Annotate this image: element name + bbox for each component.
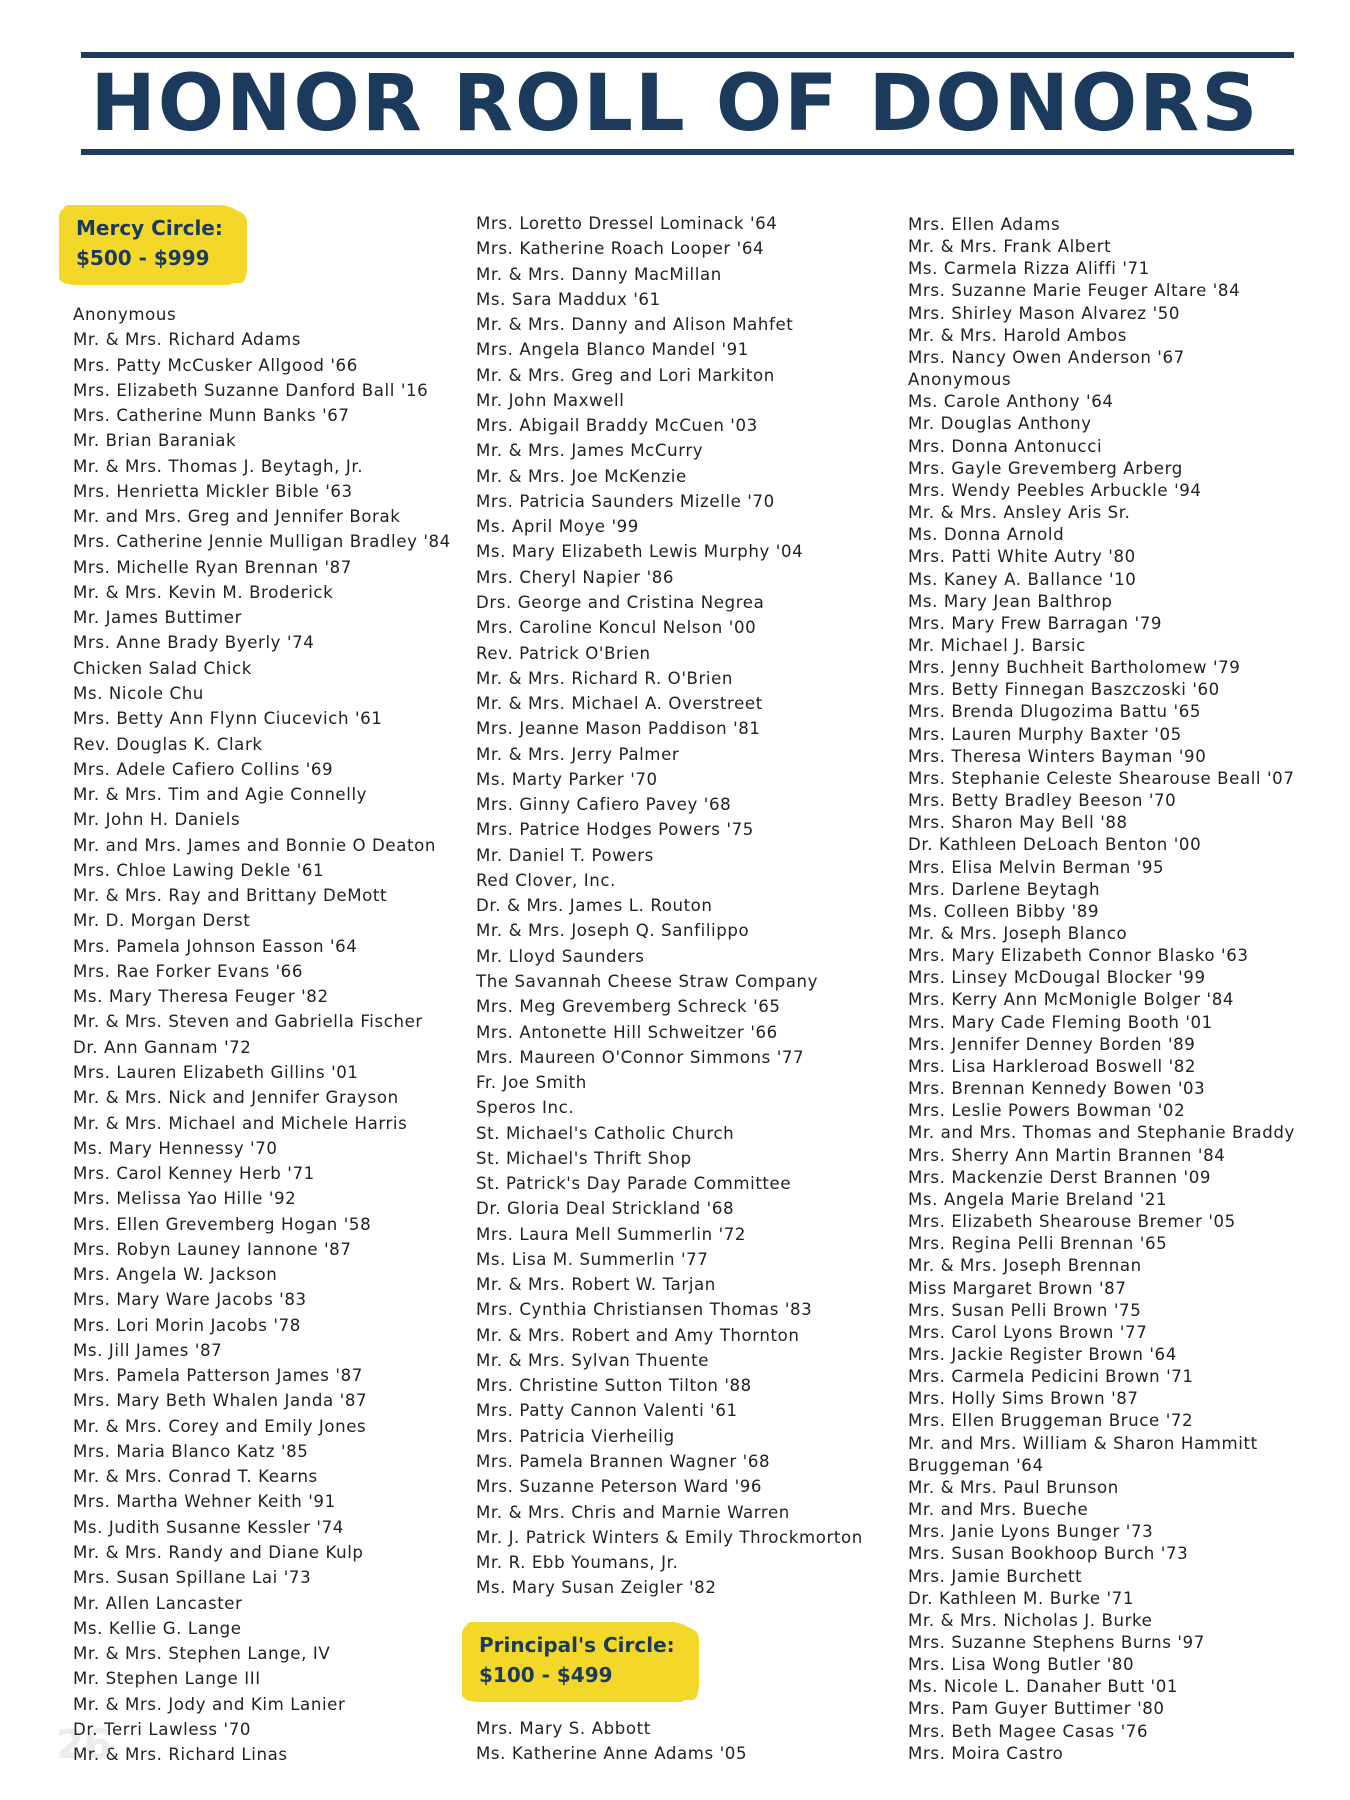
- donor-name: Mrs. Carmela Pedicini Brown '71: [908, 1367, 1194, 1387]
- donor-name: Mr. John Maxwell: [476, 390, 625, 410]
- donor-name: Mr. & Mrs. Joseph Brennan: [908, 1256, 1142, 1276]
- donor-name: Mrs. Maureen O'Connor Simmons '77: [476, 1047, 805, 1067]
- donor-name: Mr. & Mrs. Conrad T. Kearns: [73, 1467, 318, 1487]
- donor-name: Mr. Lloyd Saunders: [476, 946, 645, 966]
- donor-name: Mrs. Suzanne Marie Feuger Altare '84: [908, 281, 1241, 301]
- donor-name: Miss Margaret Brown '87: [908, 1278, 1127, 1298]
- donor-name: Red Clover, Inc.: [476, 870, 616, 890]
- donor-name: Mr. John H. Daniels: [73, 810, 241, 830]
- donor-name: Mrs. Jackie Register Brown '64: [908, 1344, 1177, 1364]
- donor-name: Ms. Nicole L. Danaher Butt '01: [908, 1677, 1179, 1697]
- donor-name: Mrs. Angela Blanco Mandel '91: [476, 340, 749, 360]
- donor-name: Mrs. Lisa Harkleroad Boswell '82: [908, 1056, 1197, 1076]
- donor-name: Mr. & Mrs. Nicholas J. Burke: [908, 1610, 1153, 1630]
- donor-name: Dr. Ann Gannam '72: [73, 1037, 252, 1057]
- donor-name: Mrs. Anne Brady Byerly '74: [73, 633, 315, 653]
- donor-name: Mrs. Patti White Autry '80: [908, 547, 1136, 567]
- page-number: 26: [56, 1722, 112, 1768]
- donor-name: Mr. J. Patrick Winters & Emily Throckmorton: [476, 1527, 863, 1547]
- donor-name: Mrs. Katherine Roach Looper '64: [476, 239, 765, 259]
- donor-name: Dr. Kathleen M. Burke '71: [908, 1588, 1134, 1608]
- donor-name: Mrs. Meg Grevemberg Schreck '65: [476, 997, 781, 1017]
- donor-name: Mrs. Patty McCusker Allgood '66: [73, 355, 358, 375]
- donor-name: Mrs. Pamela Patterson James '87: [73, 1366, 363, 1386]
- donor-name: Mrs. Darlene Beytagh: [908, 879, 1101, 899]
- donor-name: Ms. Nicole Chu: [73, 683, 204, 703]
- donor-name: Mrs. Carol Lyons Brown '77: [908, 1322, 1148, 1342]
- donor-name: Mr. & Mrs. Chris and Marnie Warren: [476, 1502, 790, 1522]
- donor-name: Mrs. Patricia Saunders Mizelle '70: [476, 491, 775, 511]
- donor-name: Mr. & Mrs. Harold Ambos: [908, 325, 1128, 345]
- donor-name: Mr. & Mrs. Jody and Kim Lanier: [73, 1694, 346, 1714]
- donor-name: Fr. Joe Smith: [476, 1073, 587, 1093]
- donor-name: Mrs. Chloe Lawing Dekle '61: [73, 860, 325, 880]
- donor-name: Mr. & Mrs. Michael A. Overstreet: [476, 694, 763, 714]
- donor-name: Mr. & Mrs. Danny and Alison Mahfet: [476, 315, 794, 335]
- donor-name: Mrs. Betty Finnegan Baszczoski '60: [908, 680, 1220, 700]
- donor-name: Mr. & Mrs. Thomas J. Beytagh, Jr.: [73, 456, 364, 476]
- donor-name: Ms. April Moye '99: [476, 517, 639, 537]
- donor-name: Mr. & Mrs. Ray and Brittany DeMott: [73, 886, 388, 906]
- mercy-circle-range: $500 - $999: [76, 246, 210, 270]
- donor-name: Rev. Douglas K. Clark: [73, 734, 263, 754]
- donor-name: Mr. & Mrs. Greg and Lori Markiton: [476, 365, 775, 385]
- donor-name: Mrs. Betty Ann Flynn Ciucevich '61: [73, 709, 383, 729]
- donor-name: Mr. & Mrs. James McCurry: [476, 441, 704, 461]
- donor-name: Ms. Jill James '87: [73, 1340, 223, 1360]
- donor-name: Mr. & Mrs. Richard Linas: [73, 1745, 288, 1765]
- donor-name: Mr. & Mrs. Frank Albert: [908, 237, 1112, 257]
- donor-name: Mr. & Mrs. Randy and Diane Kulp: [73, 1543, 364, 1563]
- donor-name: Ms. Carmela Rizza Aliffi '71: [908, 259, 1150, 279]
- donor-name: Mrs. Adele Cafiero Collins '69: [73, 759, 334, 779]
- donor-name: Mrs. Susan Pelli Brown '75: [908, 1300, 1142, 1320]
- donor-name: Mr. & Mrs. Joseph Blanco: [908, 924, 1128, 943]
- donor-name: Mr. & Mrs. Richard R. O'Brien: [476, 668, 734, 688]
- donor-name: Mrs. Mary Cade Fleming Booth '01: [908, 1012, 1213, 1032]
- mercy-circle-badge: [62, 205, 241, 283]
- donor-name: Mrs. Stephanie Celeste Shearouse Beall '07: [908, 768, 1295, 788]
- donor-name: Ms. Colleen Bibby '89: [908, 901, 1100, 921]
- donor-name: Mrs. Patty Cannon Valenti '61: [476, 1401, 738, 1421]
- donor-name: Mr. & Mrs. Steven and Gabriella Fischer: [73, 1012, 423, 1032]
- donor-name: Mrs. Pamela Brannen Wagner '68: [476, 1452, 771, 1472]
- donor-name: Ms. Kellie G. Lange: [73, 1618, 242, 1638]
- donor-name: Mr. & Mrs. Jerry Palmer: [476, 744, 680, 764]
- donor-name: Ms. Mary Jean Balthrop: [908, 591, 1113, 611]
- donor-name: Mrs. Mary Elizabeth Connor Blasko '63: [908, 946, 1249, 966]
- donor-name: Mrs. Mary Frew Barragan '79: [908, 613, 1163, 633]
- donor-name: Mr. & Mrs. Nick and Jennifer Grayson: [73, 1088, 399, 1108]
- donor-name: Mrs. Nancy Owen Anderson '67: [908, 347, 1185, 367]
- donor-name: Mrs. Patricia Vierheilig: [476, 1426, 675, 1446]
- donor-name: Anonymous: [908, 370, 1012, 390]
- donor-name: Mrs. Linsey McDougal Blocker '99: [908, 968, 1206, 988]
- donor-name: Ms. Katherine Anne Adams '05: [476, 1744, 748, 1764]
- donor-name: Mrs. Mary S. Abbott: [476, 1719, 651, 1738]
- donor-name: Mrs. Laura Mell Summerlin '72: [476, 1224, 747, 1244]
- donor-name: Mrs. Elizabeth Shearouse Bremer '05: [908, 1212, 1236, 1232]
- donor-name: Mrs. Mary Ware Jacobs '83: [73, 1290, 307, 1310]
- donor-name: Mr. Michael J. Barsic: [908, 635, 1086, 655]
- donor-name: Mr. Douglas Anthony: [908, 414, 1092, 434]
- donor-name: Chicken Salad Chick: [73, 658, 252, 678]
- donor-name: Mrs. Moira Castro: [908, 1743, 1064, 1763]
- donor-name: Mrs. Lauren Murphy Baxter '05: [908, 724, 1182, 744]
- donor-name: Ms. Lisa M. Summerlin '77: [476, 1249, 709, 1269]
- donor-name: Mr. & Mrs. Joseph Q. Sanfilippo: [476, 921, 750, 941]
- donor-name: Mr. Daniel T. Powers: [476, 845, 654, 865]
- donor-name: Mrs. Abigail Braddy McCuen '03: [476, 416, 758, 436]
- donor-name: Dr. Terri Lawless '70: [73, 1719, 252, 1739]
- donor-name: Mr. & Mrs. Danny MacMillan: [476, 264, 722, 284]
- donor-name: Mr. & Mrs. Kevin M. Broderick: [73, 582, 334, 602]
- donor-name: Mrs. Rae Forker Evans '66: [73, 961, 303, 981]
- donor-name: Ms. Mary Theresa Feuger '82: [73, 987, 329, 1007]
- donor-name: Mr. & Mrs. Joe McKenzie: [476, 466, 687, 486]
- donor-name: Mrs. Shirley Mason Alvarez '50: [908, 303, 1181, 323]
- donor-name: The Savannah Cheese Straw Company: [476, 971, 819, 991]
- donor-name: Mrs. Antonette Hill Schweitzer '66: [476, 1022, 778, 1042]
- donor-name: Mr. and Mrs. Bueche: [908, 1500, 1089, 1520]
- donor-name: St. Michael's Thrift Shop: [476, 1148, 692, 1168]
- donor-name: Mrs. Regina Pelli Brennan '65: [908, 1234, 1168, 1254]
- donor-name: Ms. Carole Anthony '64: [908, 392, 1114, 412]
- donor-name: Drs. George and Cristina Negrea: [476, 592, 765, 612]
- donor-name: Mrs. Suzanne Peterson Ward '96: [476, 1477, 763, 1497]
- donor-name: Mrs. Henrietta Mickler Bible '63: [73, 481, 353, 501]
- donor-name: Mr. and Mrs. William & Sharon Hammitt: [908, 1433, 1258, 1453]
- donor-name: Mrs. Sherry Ann Martin Brannen '84: [908, 1145, 1226, 1165]
- donor-name: Mrs. Leslie Powers Bowman '02: [908, 1101, 1186, 1121]
- donor-name: Anonymous: [73, 305, 177, 324]
- donor-name: Mrs. Ellen Adams: [908, 215, 1061, 234]
- donor-name: Mrs. Loretto Dressel Lominack '64: [476, 214, 778, 233]
- donor-name: Ms. Mary Elizabeth Lewis Murphy '04: [476, 542, 804, 562]
- donor-name: Mrs. Cynthia Christiansen Thomas '83: [476, 1300, 813, 1320]
- donor-name: Mrs. Mackenzie Derst Brannen '09: [908, 1167, 1212, 1187]
- principals-circle-range: $100 - $499: [479, 1663, 613, 1687]
- donor-name: Mrs. Christine Sutton Tilton '88: [476, 1376, 752, 1396]
- donor-name: Ms. Kaney A. Ballance '10: [908, 569, 1137, 589]
- donor-name: Mr. Allen Lancaster: [73, 1593, 243, 1613]
- donor-name: Mrs. Janie Lyons Bunger '73: [908, 1522, 1154, 1542]
- donor-name: Mrs. Mary Beth Whalen Janda '87: [73, 1391, 368, 1411]
- donor-name: Mrs. Jamie Burchett: [908, 1566, 1083, 1586]
- donor-name: Mrs. Kerry Ann McMonigle Bolger '84: [908, 990, 1235, 1010]
- donor-name: Mr. and Mrs. Greg and Jennifer Borak: [73, 507, 401, 527]
- mercy-circle-list-1: [73, 302, 451, 1767]
- donor-name: Mrs. Wendy Peebles Arbuckle '94: [908, 480, 1202, 500]
- donor-name: Mr. & Mrs. Michael and Michele Harris: [73, 1113, 408, 1133]
- mercy-circle-list-2: [476, 211, 863, 1601]
- donor-name: Dr. Gloria Deal Strickland '68: [476, 1199, 735, 1219]
- donor-name: Mrs. Beth Magee Casas '76: [908, 1721, 1149, 1741]
- donor-name: Mr. James Buttimer: [73, 608, 243, 628]
- donor-name: Mrs. Ellen Grevemberg Hogan '58: [73, 1214, 372, 1234]
- donor-name: Dr. Kathleen DeLoach Benton '00: [908, 835, 1202, 855]
- donor-name: Ms. Marty Parker '70: [476, 769, 658, 789]
- donor-name: Mrs. Sharon May Bell '88: [908, 813, 1128, 833]
- principals-circle-list-1: [476, 1716, 747, 1767]
- donor-name: Mrs. Susan Bookhoop Burch '73: [908, 1544, 1189, 1564]
- donor-name: Mrs. Pamela Johnson Easson '64: [73, 936, 358, 956]
- donor-name: Mr. Stephen Lange III: [73, 1669, 261, 1689]
- donor-name: Mrs. Catherine Munn Banks '67: [73, 406, 350, 426]
- page-title: HONOR ROLL OF DONORS: [90, 59, 1260, 149]
- donor-name: Ms. Angela Marie Breland '21: [908, 1189, 1168, 1209]
- donor-name: Mrs. Carol Kenney Herb '71: [73, 1164, 315, 1184]
- donor-name: Mrs. Pam Guyer Buttimer '80: [908, 1699, 1165, 1719]
- donor-name: Mrs. Ginny Cafiero Pavey '68: [476, 795, 732, 815]
- donor-name: Mr. & Mrs. Richard Adams: [73, 330, 301, 350]
- donor-name: Mrs. Lisa Wong Butler '80: [908, 1655, 1135, 1675]
- donor-name: Mrs. Donna Antonucci: [908, 436, 1103, 456]
- donor-name: Mrs. Melissa Yao Hille '92: [73, 1189, 297, 1209]
- principals-circle-badge: [465, 1622, 693, 1700]
- donor-name: Mrs. Theresa Winters Bayman '90: [908, 746, 1207, 766]
- donor-name: Mrs. Catherine Jennie Mulligan Bradley '84: [73, 532, 451, 552]
- donor-name: Mrs. Elizabeth Suzanne Danford Ball '16: [73, 380, 429, 400]
- donor-name: Mr. & Mrs. Stephen Lange, IV: [73, 1644, 331, 1664]
- donor-name: Mr. & Mrs. Paul Brunson: [908, 1477, 1119, 1497]
- donor-name: Mrs. Lori Morin Jacobs '78: [73, 1315, 301, 1335]
- donor-name: Mrs. Robyn Launey Iannone '87: [73, 1239, 352, 1259]
- donor-name: Mr. R. Ebb Youmans, Jr.: [476, 1553, 679, 1573]
- principals-circle-heading: Principal's Circle:: [479, 1633, 675, 1657]
- donor-name: Mrs. Susan Spillane Lai '73: [73, 1568, 312, 1588]
- donor-name: Mrs. Michelle Ryan Brennan '87: [73, 557, 352, 577]
- donor-name: Mrs. Brennan Kennedy Bowen '03: [908, 1079, 1206, 1099]
- donor-name: Mrs. Brenda Dlugozima Battu '65: [908, 702, 1202, 722]
- donor-name: Mrs. Maria Blanco Katz '85: [73, 1441, 309, 1461]
- donor-name: Mrs. Ellen Bruggeman Bruce '72: [908, 1411, 1194, 1431]
- donor-name: Mr. & Mrs. Tim and Agie Connelly: [73, 785, 368, 805]
- donor-name: Ms. Sara Maddux '61: [476, 289, 661, 309]
- donor-name: Mrs. Gayle Grevemberg Arberg: [908, 458, 1183, 478]
- donor-name: Mrs. Cheryl Napier '86: [476, 567, 675, 587]
- donor-name: Mrs. Jenny Buchheit Bartholomew '79: [908, 658, 1241, 678]
- donor-name: Ms. Donna Arnold: [908, 525, 1065, 545]
- header-rule-bottom: [81, 149, 1294, 155]
- donor-name: Mr. & Mrs. Sylvan Thuente: [476, 1350, 710, 1370]
- donor-name: Mrs. Martha Wehner Keith '91: [73, 1492, 336, 1512]
- donor-name: Mrs. Lauren Elizabeth Gillins '01: [73, 1062, 359, 1082]
- donor-name: Mrs. Betty Bradley Beeson '70: [908, 791, 1177, 811]
- donor-name: Ms. Judith Susanne Kessler '74: [73, 1517, 344, 1537]
- donor-name: Mr. & Mrs. Ansley Aris Sr.: [908, 503, 1131, 523]
- donor-name: Mrs. Holly Sims Brown '87: [908, 1389, 1139, 1409]
- donor-name: Mr. and Mrs. James and Bonnie O Deaton: [73, 835, 436, 855]
- donor-name: Rev. Patrick O'Brien: [476, 643, 651, 663]
- donor-name: Ms. Mary Hennessy '70: [73, 1138, 278, 1158]
- donor-name: Mr. Brian Baraniak: [73, 431, 237, 451]
- mercy-circle-heading: Mercy Circle:: [76, 216, 223, 240]
- donor-name: Ms. Mary Susan Zeigler '82: [476, 1578, 717, 1598]
- donor-name: Mr. & Mrs. Robert and Amy Thornton: [476, 1325, 800, 1345]
- donor-name: Mr. and Mrs. Thomas and Stephanie Braddy: [908, 1123, 1295, 1143]
- donor-name: Mrs. Patrice Hodges Powers '75: [476, 820, 754, 840]
- donor-name: Dr. & Mrs. James L. Routon: [476, 896, 713, 916]
- donor-name: Mr. & Mrs. Robert W. Tarjan: [476, 1275, 716, 1295]
- donor-name: Speros Inc.: [476, 1098, 575, 1118]
- principals-circle-list-2: [908, 214, 1295, 1765]
- donor-name: Mrs. Angela W. Jackson: [73, 1265, 278, 1285]
- donor-name: Mrs. Jeanne Mason Paddison '81: [476, 719, 761, 739]
- donor-name: Mrs. Suzanne Stephens Burns '97: [908, 1633, 1205, 1652]
- donor-name: Bruggeman '64: [908, 1455, 1044, 1475]
- donor-name: Mrs. Jennifer Denney Borden '89: [908, 1034, 1196, 1054]
- donor-name: Mrs. Caroline Koncul Nelson '00: [476, 618, 757, 638]
- donor-name: Mr. D. Morgan Derst: [73, 911, 251, 931]
- donor-name: Mr. & Mrs. Corey and Emily Jones: [73, 1416, 367, 1436]
- donor-name: Mrs. Elisa Melvin Berman '95: [908, 857, 1165, 877]
- donor-name: St. Michael's Catholic Church: [476, 1123, 735, 1143]
- donor-name: St. Patrick's Day Parade Committee: [476, 1174, 792, 1194]
